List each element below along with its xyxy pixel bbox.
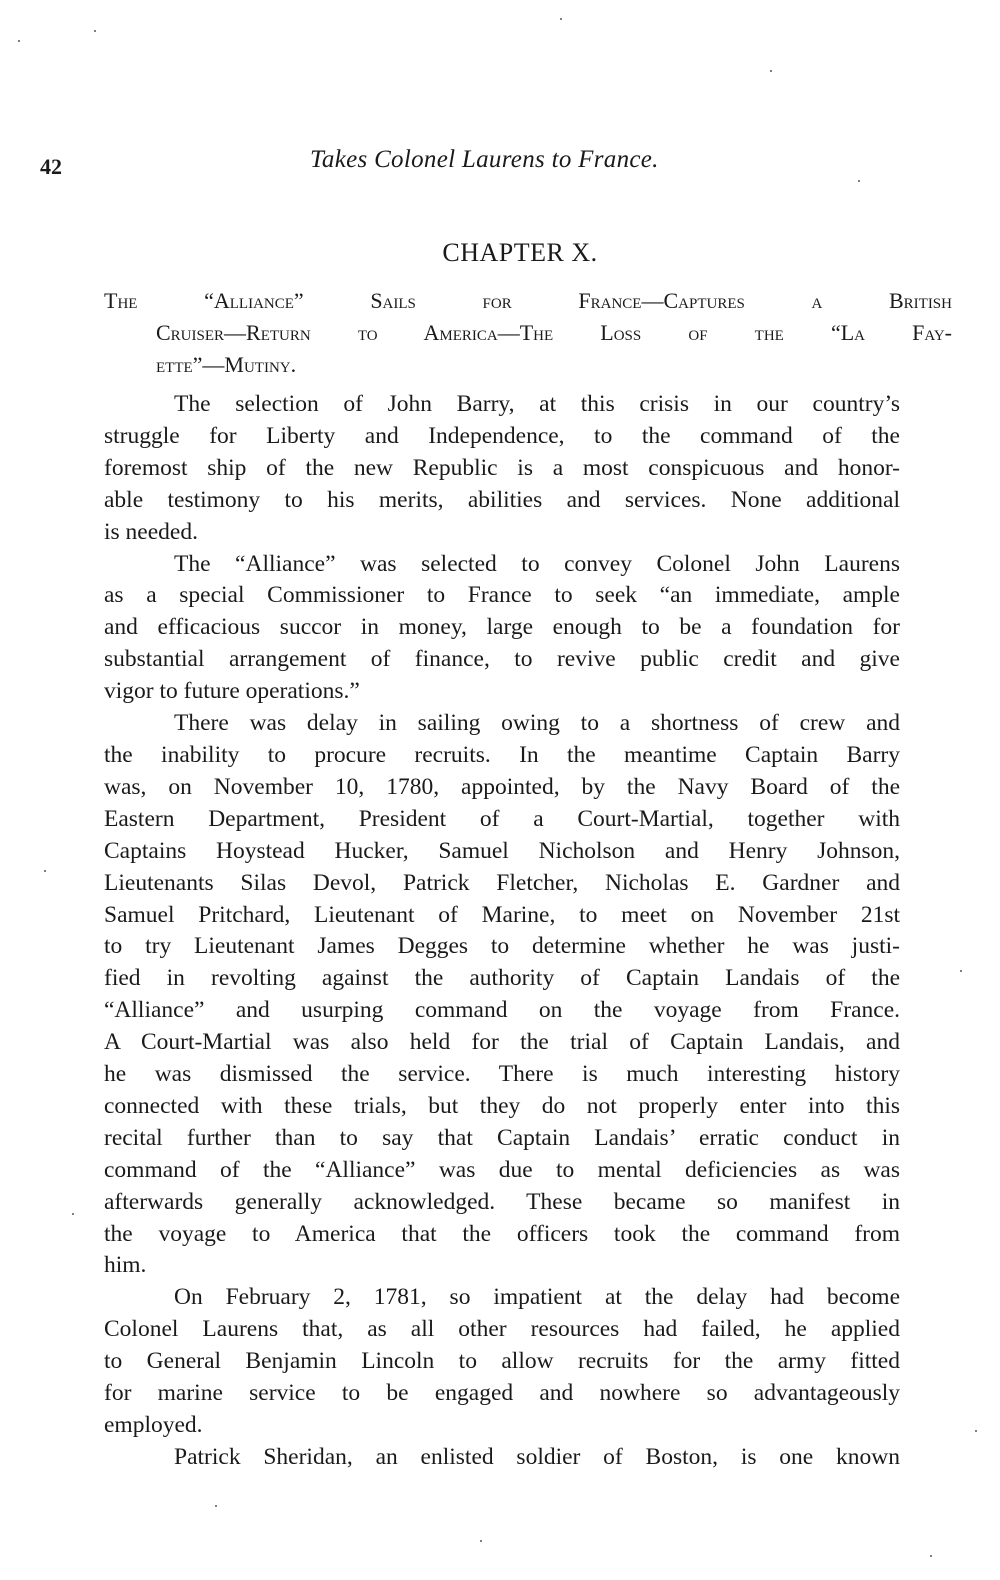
paragraph-line: connected with these trials, but they do not properly enter into this — [104, 1092, 900, 1119]
paragraph-line: is needed. — [104, 518, 198, 545]
paragraph-line: Patrick Sheridan, an enlisted soldier of Boston, is one known — [174, 1443, 900, 1470]
paragraph-line: he was dismissed the service. There is much interesting history — [104, 1061, 900, 1088]
paragraph — [104, 389, 900, 549]
scan-speck — [960, 970, 962, 972]
paragraph — [104, 1442, 900, 1474]
paragraph-line: able testimony to his merits, abilities and services. None additional — [104, 486, 900, 513]
paragraph-line: The “Alliance” was selected to convey Colonel John Laurens — [174, 550, 900, 577]
scan-speck — [560, 18, 562, 20]
paragraph — [104, 549, 900, 709]
scan-speck — [770, 70, 772, 72]
scan-speck — [480, 1540, 482, 1542]
paragraph-line: foremost ship of the new Republic is a most conspicuous and honor- — [104, 454, 900, 481]
paragraph-line: fied in revolting against the authority of Captain Landais of the — [104, 965, 900, 992]
paragraph-line: as a special Commissioner to France to seek “an immediate, ample — [104, 582, 900, 609]
scan-speck — [215, 1505, 217, 1507]
paragraph-line: command of the “Alliance” was due to mental deficiencies as was — [104, 1156, 900, 1183]
page-number: 42 — [40, 154, 62, 179]
paragraph-line: him. — [104, 1252, 147, 1279]
chapter-heading: CHAPTER X. — [442, 238, 598, 267]
scan-speck — [930, 1555, 932, 1557]
paragraph-line: substantial arrangement of finance, to revive public credit and give — [104, 646, 900, 673]
paragraph-line: employed. — [104, 1412, 203, 1438]
paragraph — [104, 708, 900, 1282]
synopsis-line: ette”—Mutiny. — [156, 352, 297, 377]
paragraph-line: The selection of John Barry, at this crisis in our country’s — [174, 391, 900, 417]
paragraph-line: There was delay in sailing owing to a shortness of crew and — [174, 710, 900, 737]
paragraph-line: A Court-Martial was also held for the trial of Captain Landais, and — [104, 1029, 900, 1056]
paragraph — [104, 1282, 900, 1442]
paragraph-line: to try Lieutenant James Degges to determine whether he was justi- — [104, 933, 900, 960]
paragraph-line: On February 2, 1781, so impatient at the delay had become — [174, 1284, 900, 1311]
body-text — [104, 389, 900, 1474]
paragraph-line: Captains Hoystead Hucker, Samuel Nicholson and Henry Johnson, — [104, 837, 900, 864]
scan-speck — [858, 180, 860, 182]
running-title: Takes Colonel Laurens to France. — [310, 146, 659, 173]
chapter-synopsis — [104, 285, 952, 381]
paragraph-line: Eastern Department, President of a Court-Martial, together with — [104, 805, 900, 832]
paragraph-line: Lieutenants Silas Devol, Patrick Fletcher, Nicholas E. Gardner and — [104, 869, 900, 896]
scan-speck — [18, 40, 20, 42]
scan-speck — [44, 870, 46, 872]
paragraph-line: and efficacious succor in money, large enough to be a foundation for — [104, 614, 900, 641]
paragraph-line: afterwards generally acknowledged. These became so manifest in — [104, 1188, 900, 1215]
paragraph-line: was, on November 10, 1780, appointed, by the Navy Board of the — [104, 773, 900, 800]
paragraph-line: the voyage to America that the officers took the command from — [104, 1220, 900, 1247]
synopsis-line: The “Alliance” Sails for France—Captures a British — [104, 288, 952, 313]
paragraph-line: Colonel Laurens that, as all other resources had failed, he applied — [104, 1316, 900, 1343]
running-head — [40, 146, 760, 186]
synopsis-line: Cruiser—Return to America—The Loss of the “La Fay- — [156, 320, 952, 345]
paragraph-line: “Alliance” and usurping command on the voyage from France. — [104, 997, 900, 1024]
paragraph-line: the inability to procure recruits. In the meantime Captain Barry — [104, 741, 900, 768]
paragraph-line: vigor to future operations.” — [104, 678, 360, 705]
paragraph-line: recital further than to say that Captain Landais’ erratic conduct in — [104, 1124, 900, 1151]
paragraph-line: struggle for Liberty and Independence, to the command of the — [104, 422, 900, 449]
paragraph-line: to General Benjamin Lincoln to allow recruits for the army fitted — [104, 1348, 900, 1375]
scan-speck — [72, 1213, 74, 1215]
paragraph-line: for marine service to be engaged and nowhere so advantageously — [104, 1380, 900, 1407]
scan-speck — [975, 1430, 977, 1432]
paragraph-line: Samuel Pritchard, Lieutenant of Marine, to meet on November 21st — [104, 901, 900, 928]
scan-speck — [94, 30, 96, 32]
